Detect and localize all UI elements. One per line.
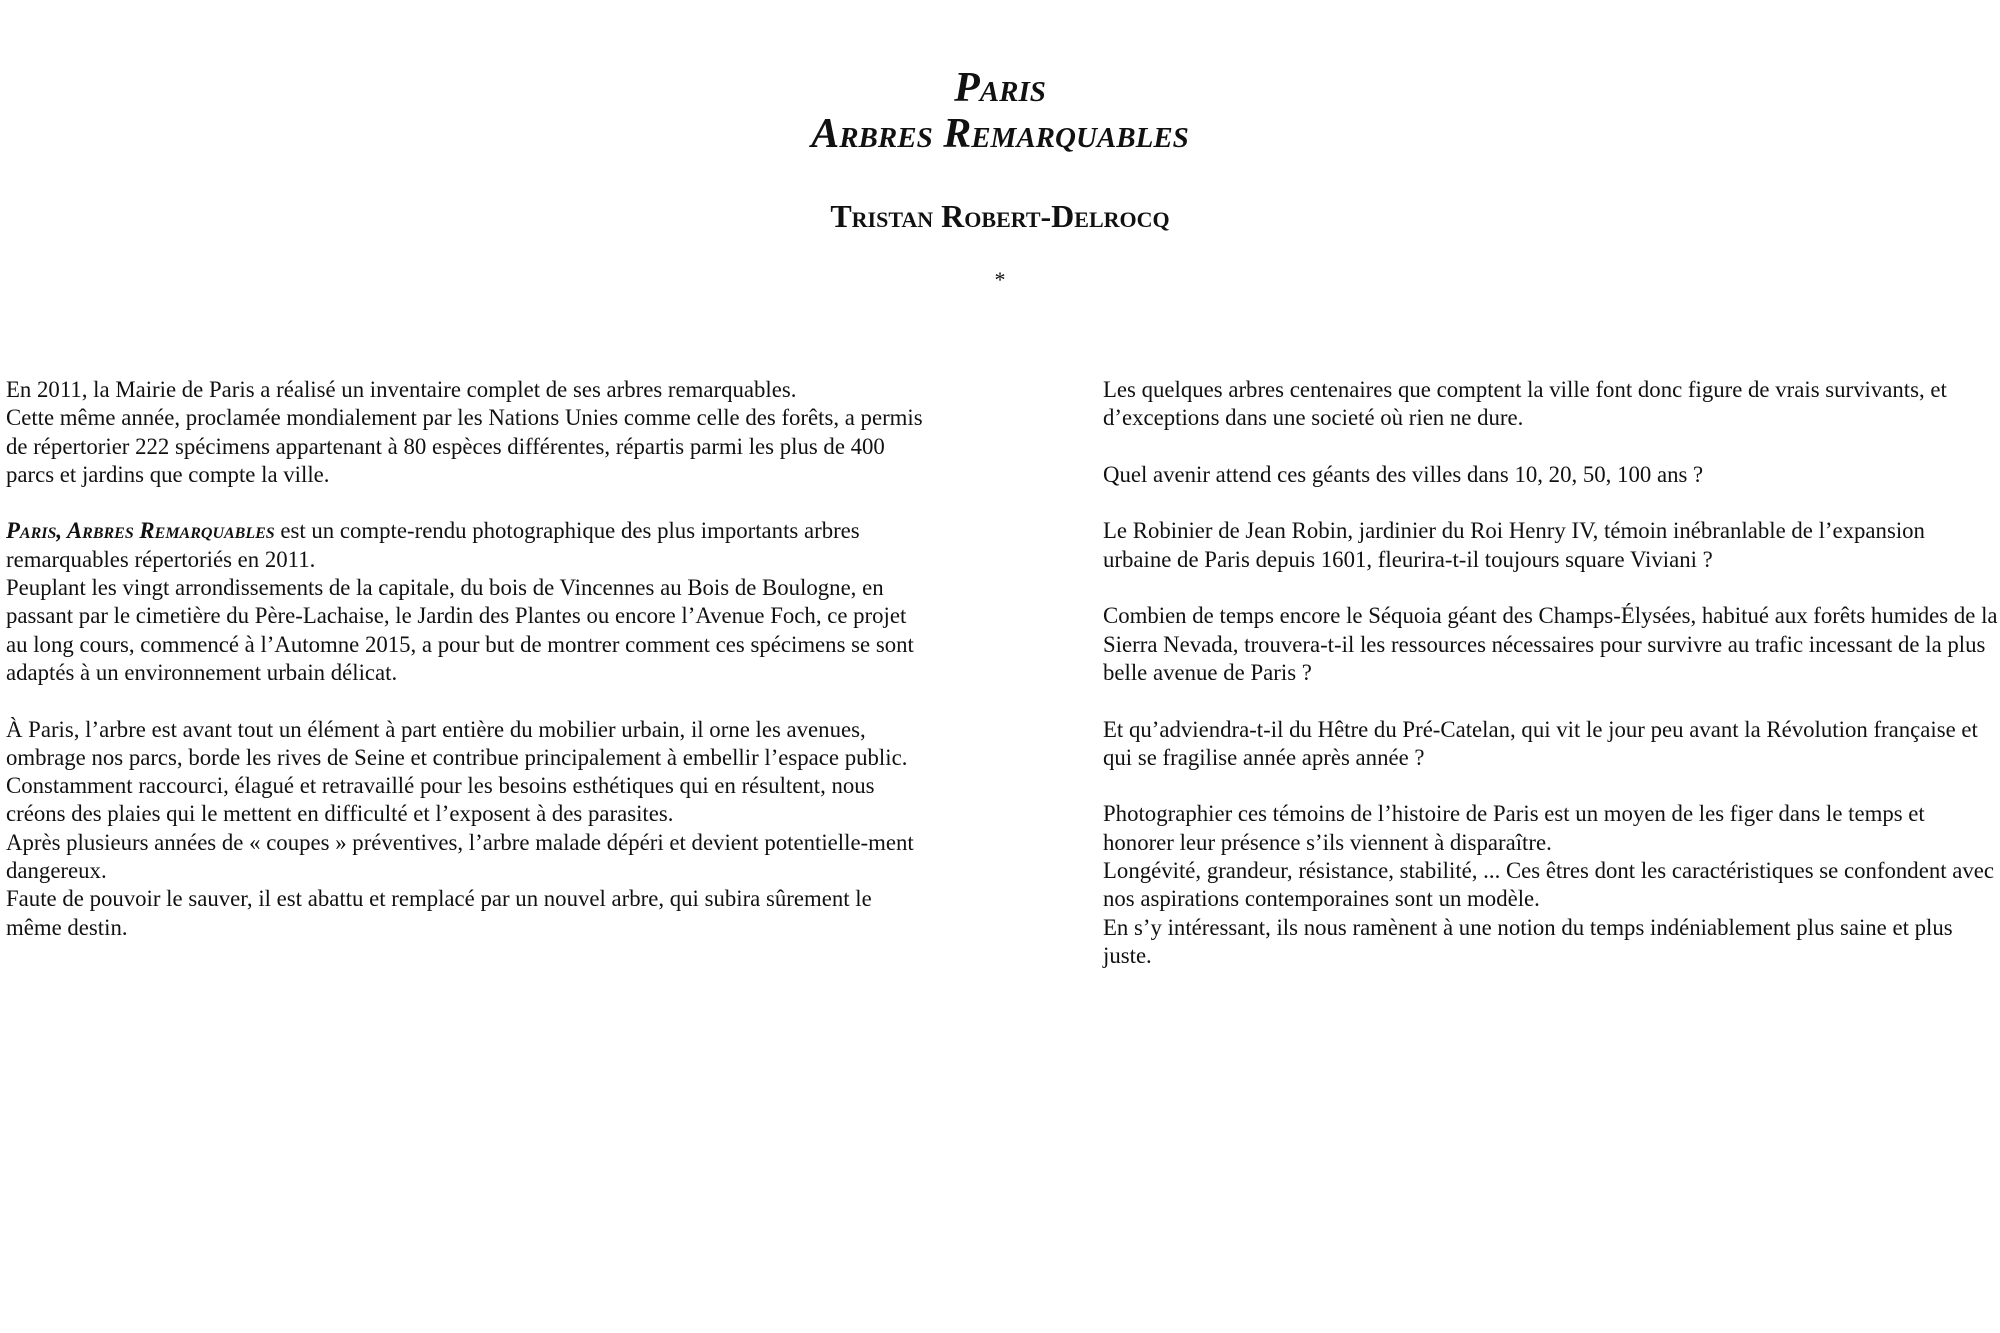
paragraph-project-description: [6, 517, 926, 687]
author-name: Tristan Robert-Delrocq: [830, 198, 1170, 234]
left-text-column: [6, 376, 926, 970]
paragraph-line: Constamment raccourci, élagué et retravaillé pour les besoins esthétiques qui en résultent, nous créons des plaies qui le mettent en difficulté et l’exposent à des parasites.: [6, 773, 875, 827]
paragraph-text: est un compte-rendu photographique des plus importants arbres remarquables répertoriés en 2011.: [6, 518, 860, 572]
paragraph-line: Après plusieurs années de « coupes » préventives, l’arbre malade dépéri et devient potentielle-ment dangereux.: [6, 829, 914, 884]
title-line-arbres-remarquables: Arbres Remarquables: [811, 111, 1189, 157]
project-title-emphasis: Paris, Arbres Remarquables: [6, 518, 275, 544]
paragraph-sequoia: Combien de temps encore le Séquoia géant des Champs-Élysées, habitué aux forêts humides de la Sierra Nevada, trouvera-t-il les ressources nécessaires pour survivre au trafic incessant de la plus belle avenue de Paris ?: [1103, 603, 1998, 685]
paragraph-line: Faute de pouvoir le sauver, il est abattu et remplacé par un nouvel arbre, qui subira sûrement le même destin.: [6, 886, 872, 940]
paragraph-line: [6, 517, 926, 574]
asterism-separator: *: [994, 267, 1006, 292]
right-text-column: [1103, 376, 1998, 999]
paragraph-arbre-urbain: [6, 716, 926, 942]
paragraph-survivants: Les quelques arbres centenaires que comptent la ville font donc figure de vrais survivants, et d’exceptions dans une societé où rien ne dure.: [1103, 377, 1947, 431]
paragraph-robinier: Le Robinier de Jean Robin, jardinier du Roi Henry IV, témoin inébranlable de l’expansion urbaine de Paris depuis 1601, fleurira-t-il toujours square Viviani ?: [1103, 518, 1925, 572]
paragraph-line: Longévité, grandeur, résistance, stabilité, ... Ces êtres dont les caractéristiques se confondent avec nos aspirations contemporaines sont un modèle.: [1103, 858, 1995, 912]
paragraph-hetre: Et qu’adviendra-t-il du Hêtre du Pré-Catelan, qui vit le jour peu avant la Révolution française et qui se fragilise année après année ?: [1103, 716, 1978, 770]
paragraph-question-avenir: Quel avenir attend ces géants des villes dans 10, 20, 50, 100 ans ?: [1103, 461, 1704, 487]
paragraph-inventaire: [6, 376, 926, 489]
paragraph-line: Peuplant les vingt arrondissements de la capitale, du bois de Vincennes au Bois de Boulogne, en passant par le cimetière du Père-Lachaise, le Jardin des Plantes ou encore l’Avenue Foch, ce projet au long cours, commencé à l’Automne 2015, a pour but de montrer comment ces spécimens se sont adaptés à un environnement urbain délicat.: [6, 575, 914, 685]
paragraph-line: À Paris, l’arbre est avant tout un élément à part entière du mobilier urbain, il orne les avenues, ombrage nos parcs, borde les rives de Seine et contribue principalement à embellir l’espace public.: [6, 716, 908, 770]
paragraph-line: En s’y intéressant, ils nous ramènent à une notion du temps indéniablement plus saine et plus juste.: [1103, 914, 1953, 968]
paragraph-line: En 2011, la Mairie de Paris a réalisé un inventaire complet de ses arbres remarquables.: [6, 377, 797, 402]
paragraph-photographier: [1103, 800, 1998, 970]
paragraph-line: Photographier ces témoins de l’histoire de Paris est un moyen de les figer dans le temps et honorer leur présence s’ils viennent à disparaître.: [1103, 801, 1925, 855]
title-line-paris: Paris: [954, 65, 1046, 111]
paragraph-line: Cette même année, proclamée mondialement par les Nations Unies comme celle des forêts, a permis de répertorier 222 spécimens appartenant à 80 espèces différentes, répartis parmi les plus de 400 parcs et jardins que compte la ville.: [6, 405, 923, 487]
